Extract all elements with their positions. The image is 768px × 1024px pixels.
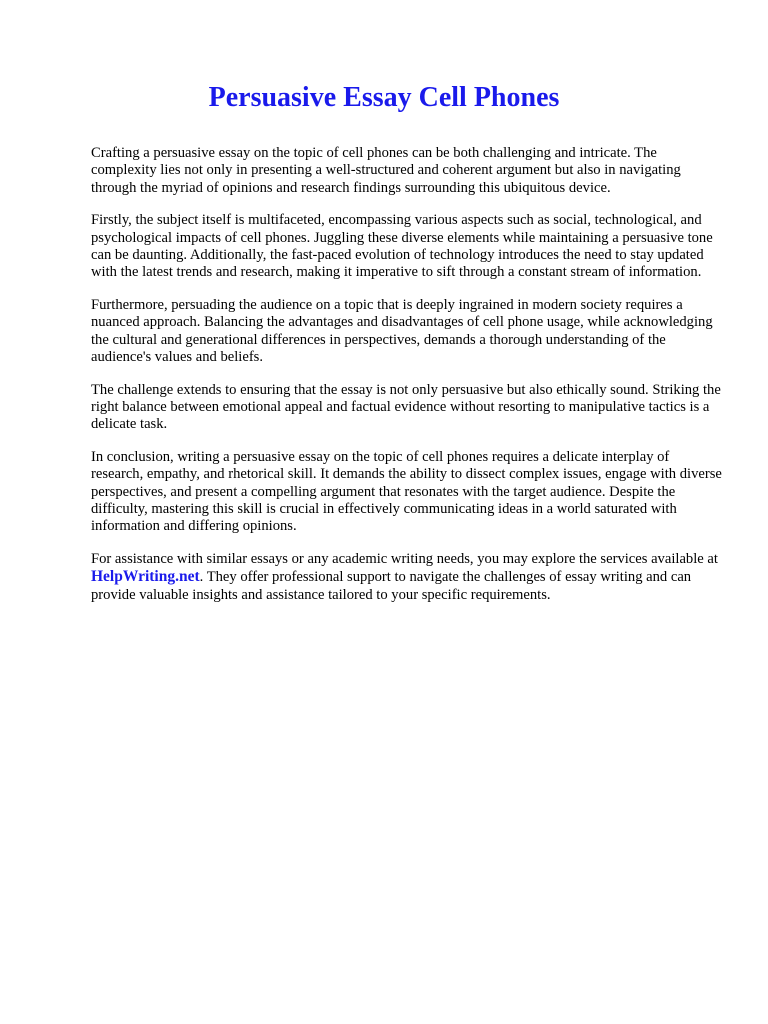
paragraph-intro: Crafting a persuasive essay on the topic of cell phones can be both challenging and intricate. The complexity lies not only in presenting a well-structured and coherent argument but also in navigating through the myriad of opinions and research findings surrounding this ubiquitous device. (91, 145, 681, 196)
page-title: Persuasive Essay Cell Phones (208, 82, 560, 113)
paragraph-closing (91, 551, 725, 604)
closing-text-before-link: For assistance with similar essays or any academic writing needs, you may explore the services available at (91, 551, 718, 568)
paragraph-conclusion: In conclusion, writing a persuasive essay on the topic of cell phones requires a delicate interplay of research, empathy, and rhetorical skill. It demands the ability to dissect complex issues, engage with diverse perspectives, and present a compelling argument that resonates with the target audience. Despite the difficulty, mastering this skill is crucial in effectively communicating ideas in a world saturated with information and differing opinions. (91, 449, 722, 535)
paragraph-firstly: Firstly, the subject itself is multifaceted, encompassing various aspects such as social, technological, and psychological impacts of cell phones. Juggling these diverse elements while maintaining a persuasive tone can be daunting. Additionally, the fast-paced evolution of technology introduces the need to stay updated with the latest trends and research, making it imperative to sift through a constant stream of information. (91, 212, 713, 281)
essay-body (91, 145, 725, 620)
helpwriting-link[interactable]: HelpWriting.net (91, 568, 200, 586)
paragraph-challenge: The challenge extends to ensuring that the essay is not only persuasive but also ethically sound. Striking the right balance between emotional appeal and factual evidence without resorting to manipulative tactics is a delicate task. (91, 381, 721, 433)
paragraph-furthermore: Furthermore, persuading the audience on a topic that is deeply ingrained in modern society requires a nuanced approach. Balancing the advantages and disadvantages of cell phone usage, while acknowledging the cultural and generational differences in perspectives, demands a thorough understanding of the audience's values and beliefs. (91, 297, 713, 365)
closing-text-after-link: . They offer professional support to navigate the challenges of essay writing and can provide valuable insights and assistance tailored to your specific requirements. (91, 569, 692, 603)
